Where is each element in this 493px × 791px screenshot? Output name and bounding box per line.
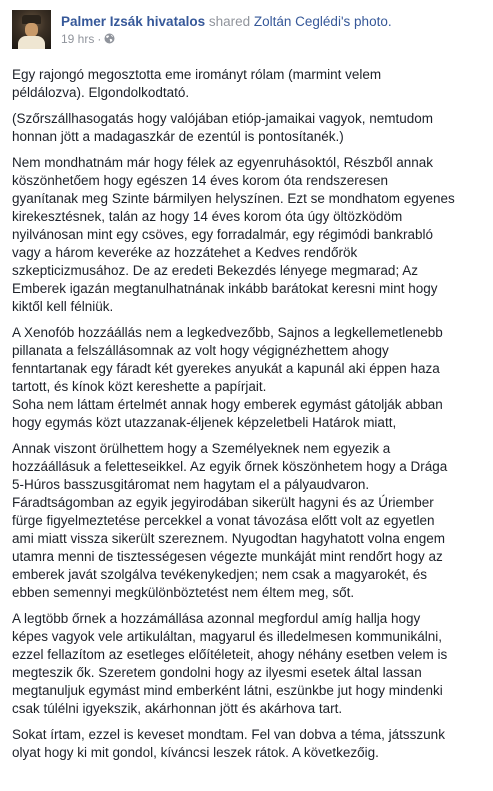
shared-owner-link[interactable]: Zoltán Ceglédi's bbox=[253, 14, 351, 29]
paragraph-line: kiktől kell félniük. bbox=[12, 299, 114, 314]
paragraph-line: Fáradtságomban az egyik jegyirodában sikerült hagyni és az Úriember bbox=[12, 495, 434, 510]
paragraph-line: képes vagyok vele artikuláltan, magyarul és illedelmesen kommunikálni, bbox=[12, 629, 442, 644]
post-meta bbox=[61, 32, 485, 48]
paragraph-line: csak túlélni igyekszik, akárhonnan jött és akárhova tart. bbox=[12, 701, 343, 716]
paragraph-line: megtanuljuk egymást mind emberként látni, eszünkbe jut hogy mindenki bbox=[12, 683, 443, 698]
paragraph-line: gyanítanak meg Szinte bármilyen helyszínen. Ezt se mondhatom egyenes bbox=[12, 191, 455, 206]
paragraph bbox=[12, 610, 485, 718]
post-header-text bbox=[61, 14, 485, 48]
paragraph-line: A Xenofób hozzáállás nem a legkedvezőbb, Sajnos a legkellemetlenebb bbox=[12, 325, 443, 340]
paragraph-line: köszönhetőem hogy egészen 14 éves korom óta rendszeresen bbox=[12, 173, 388, 188]
avatar-body bbox=[18, 36, 45, 49]
paragraph bbox=[12, 440, 485, 602]
paragraph bbox=[12, 324, 485, 432]
avatar[interactable] bbox=[12, 10, 51, 49]
paragraph-line: Emberek igazán megtanulhatnának inkább barátokat keresni mint hogy bbox=[12, 281, 438, 296]
post-message bbox=[12, 66, 485, 762]
paragraph bbox=[12, 726, 485, 762]
paragraph-line: A legtöbb őrnek a hozzámállása azonnal megfordul amíg hallja hogy bbox=[12, 611, 421, 626]
paragraph-line: Nem mondhatnám már hogy félek az egyenruhásoktól, Részből annak bbox=[12, 155, 433, 170]
shared-label: shared bbox=[208, 14, 251, 29]
paragraph-line: Egy rajongó megosztotta eme irományt rólam (marmint velem bbox=[12, 67, 382, 82]
post-title-line bbox=[61, 14, 485, 30]
paragraph-line: tartott, és kínok közt kereshette a papírjait. bbox=[12, 379, 267, 394]
paragraph-line: Soha nem láttam értelmét annak hogy emberek egymást gátolják abban bbox=[12, 397, 443, 412]
paragraph-line: ebben semennyi megkülönböztetést nem éltem meg, sőt. bbox=[12, 585, 355, 600]
paragraph bbox=[12, 110, 485, 146]
paragraph-line: honnan jött a madagaszkár de ezentúl is pontosítanék.) bbox=[12, 129, 344, 144]
paragraph bbox=[12, 154, 485, 316]
paragraph-line: pillanata a felszállásomnak az volt hogy végignézhettem ahogy bbox=[12, 343, 389, 358]
post-time[interactable]: 19 hrs bbox=[61, 32, 95, 46]
paragraph-line: 5-Húros basszusgitáromat nem hagytam el a pályaudvaron. bbox=[12, 477, 370, 492]
globe-icon[interactable] bbox=[104, 33, 115, 48]
paragraph-line: nyilvánosan mint egy csöves, egy forradalmár, egy régimódi bankrabló bbox=[12, 227, 433, 242]
avatar-face bbox=[25, 23, 38, 37]
paragraph-line: szkepticizmusához. De az eredeti Bekezdés lényege megmarad; Az bbox=[12, 263, 418, 278]
paragraph-line: hogy egymás közt utazzanak-éljenek képzeletbeli Határok miatt, bbox=[12, 415, 397, 430]
paragraph-line: fenntartanak egy fáradt két gyerekes anyukát a kapunál aki éppen haza bbox=[12, 361, 440, 376]
paragraph-line: Sokat írtam, ezzel is keveset mondtam. Fel van dobva a téma, játsszunk bbox=[12, 727, 445, 742]
paragraph-line: emberek javát szolgálva tevékenykedjen; nem csak a magyarokét, és bbox=[12, 567, 427, 582]
paragraph-line: vagy a három keveréke az hozzátehet a Kedves rendőrök bbox=[12, 245, 358, 260]
paragraph-line: hozzáállásuk a feletteseikkel. Az egyik őrnek köszönhetem hogy a Drága bbox=[12, 459, 448, 474]
paragraph-line: (Szőrszállhasogatás hogy valójában etióp-jamaikai vagyok, nemtudom bbox=[12, 111, 433, 126]
paragraph-line: ezzel fellazítom az esetleges előítéleteit, ahogy néhány esetben velem is bbox=[12, 647, 448, 662]
paragraph-line: Annak viszont örülhettem hogy a Személyeknek nem egyezik a bbox=[12, 441, 391, 456]
paragraph-line: kirekesztésnek, talán az hogy 14 éves korom óta úgy öltözködöm bbox=[12, 209, 403, 224]
paragraph-line: utamra menni de tisztességesen végezte munkáját mint rendőrt hogy az bbox=[12, 549, 443, 564]
author-link[interactable]: Palmer Izsák hivatalos bbox=[61, 14, 206, 29]
paragraph-line: olyat hogy ki mit gondol, kíváncsi leszek rátok. A következőig. bbox=[12, 745, 379, 760]
meta-separator: · bbox=[97, 32, 102, 46]
paragraph-line: példálozva). Elgondolkodtató. bbox=[12, 85, 190, 100]
paragraph bbox=[12, 66, 485, 102]
post-header bbox=[12, 0, 485, 66]
shared-photo-link[interactable]: photo. bbox=[354, 14, 392, 29]
paragraph-line: megteszik ők. Szeretem gondolni hogy az ilyesmi esetek által lassan bbox=[12, 665, 422, 680]
paragraph-line: fürge figyelmeztetése percekkel a vonat távozása előtt volt az egyetlen bbox=[12, 513, 435, 528]
paragraph-line: ami miatt vissza sikerült szereznem. Nyugodtan hagyhatott volna engem bbox=[12, 531, 445, 546]
